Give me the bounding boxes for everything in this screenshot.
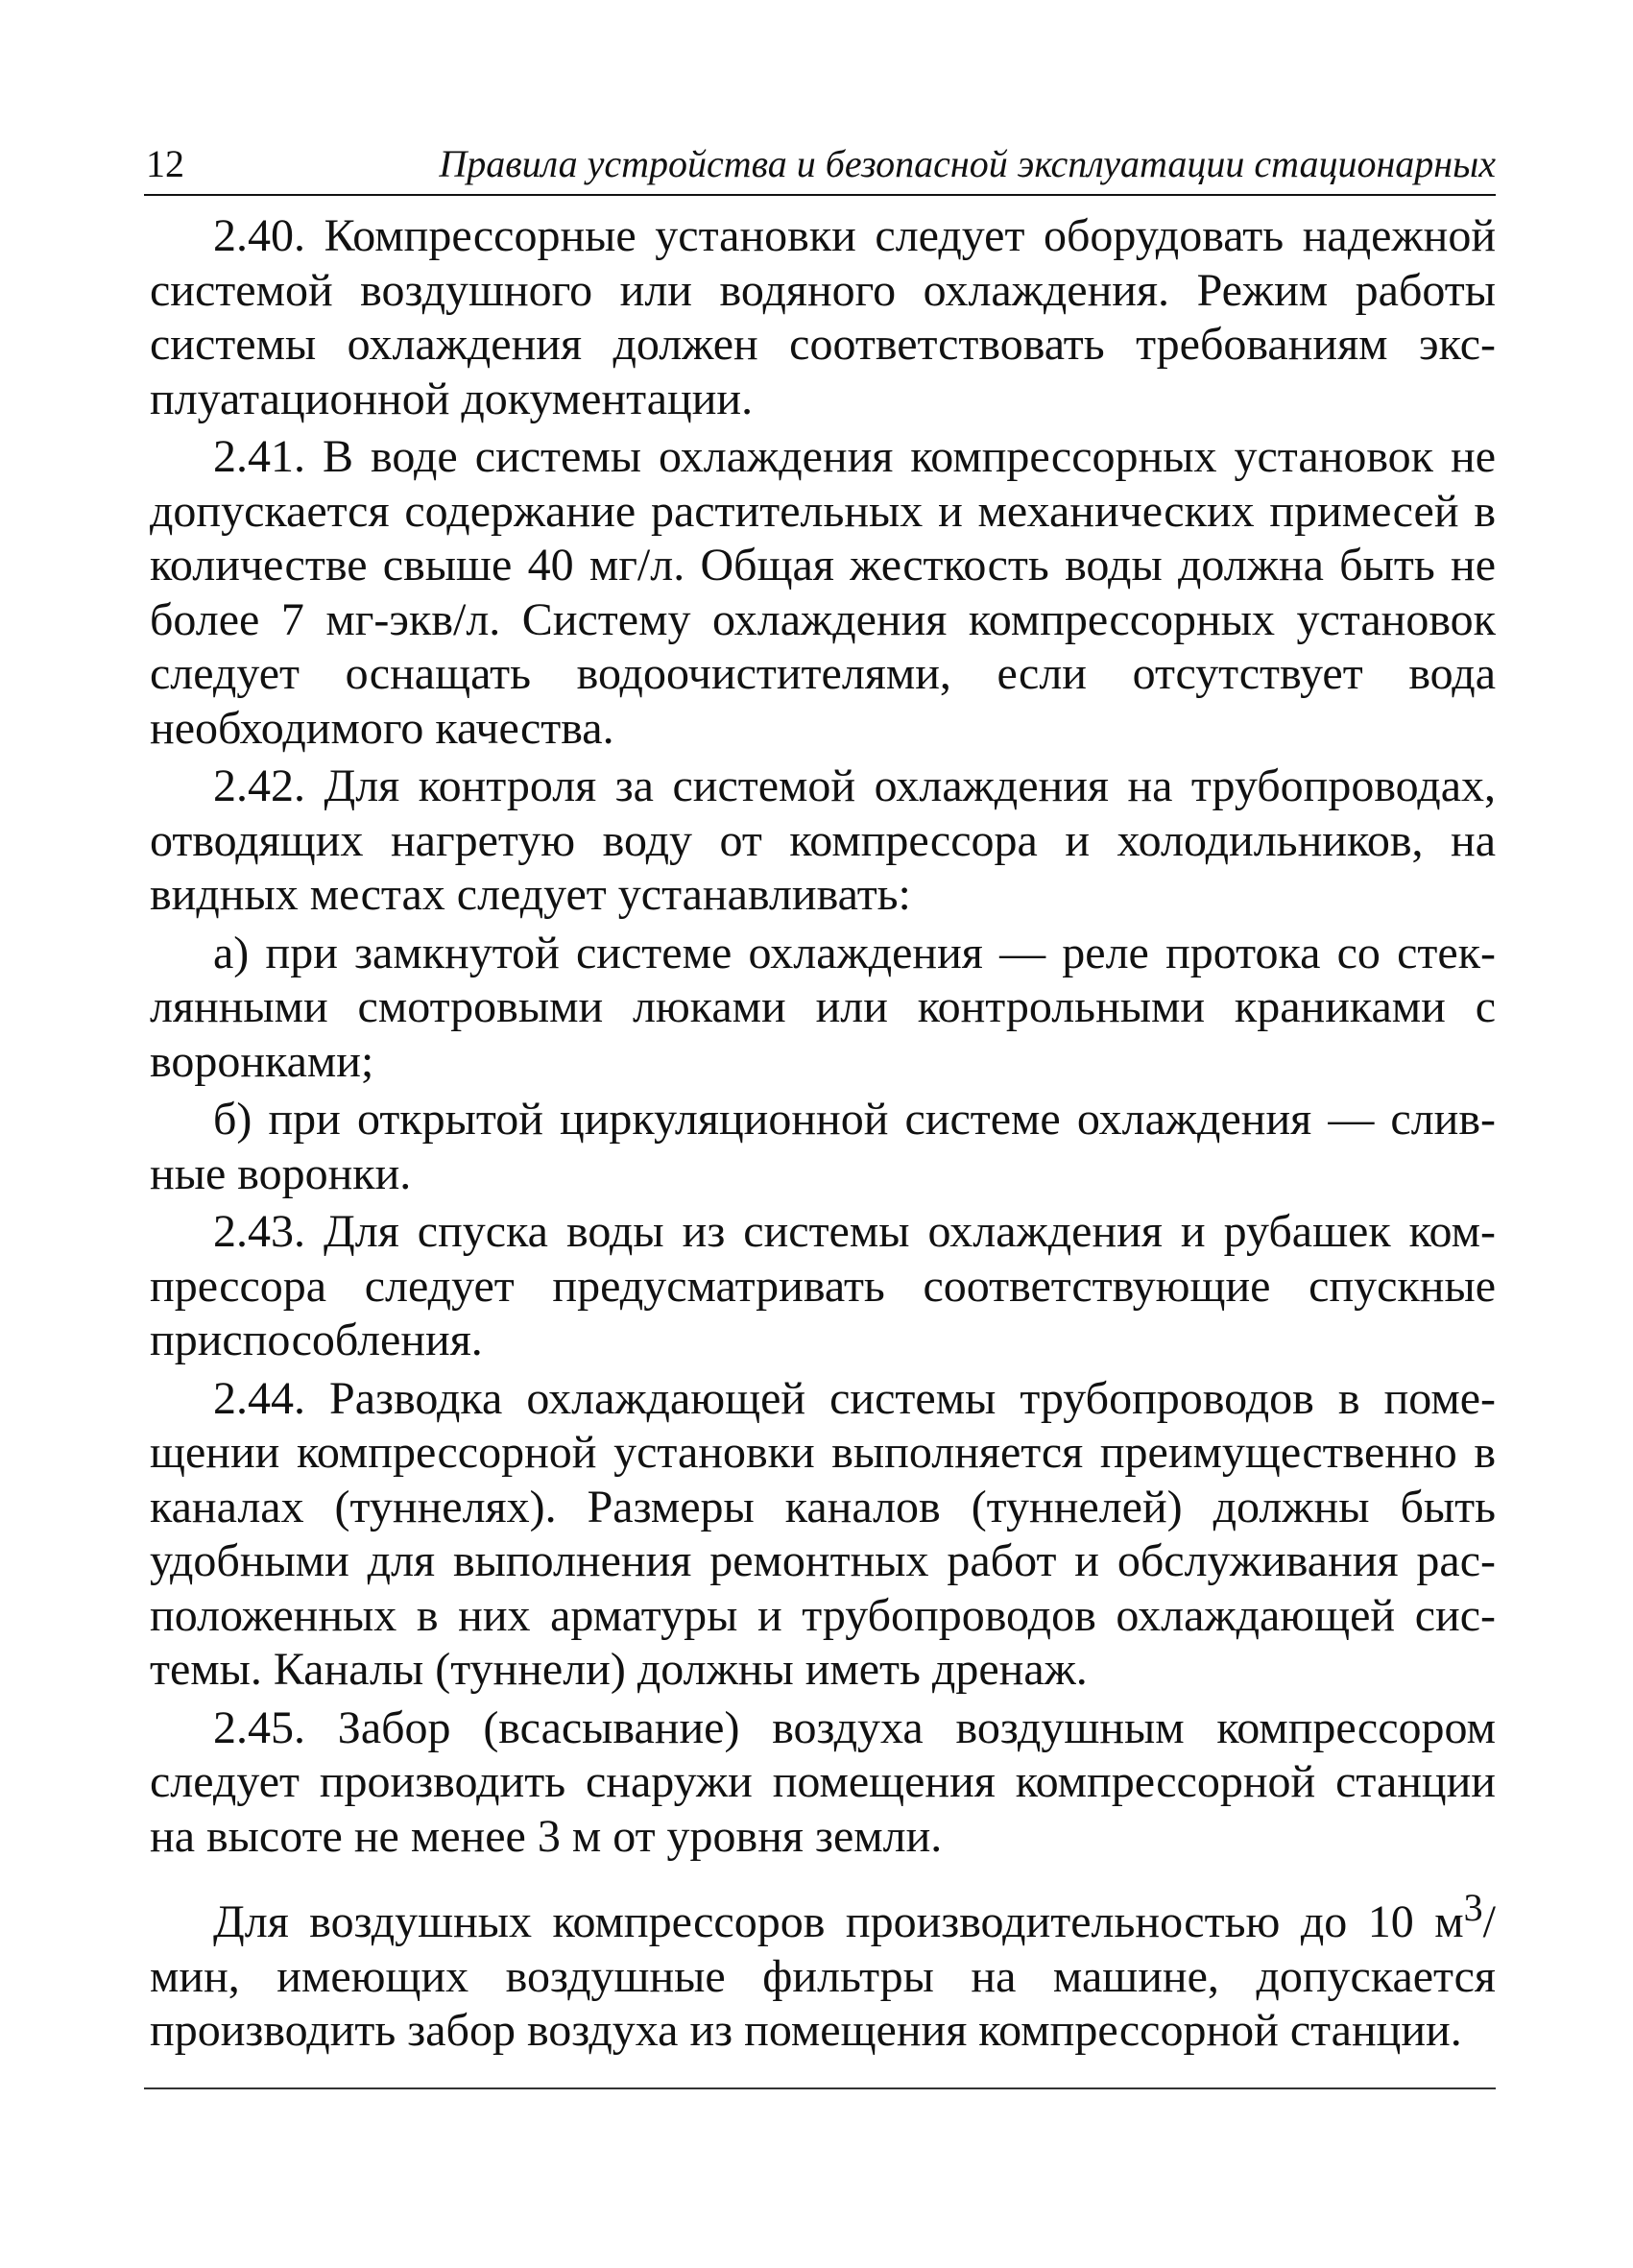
paragraph-2-43: 2.43. Для спуска воды из системы охлаждения и рубашек компрессора следует предусматривать соответствующие спускные приспособления. [150, 1206, 1496, 1365]
final-paragraph-end: /мин, имеющих воздушные фильтры на машине, допускается производить забор воздуха из помещения компрессорной станции. [150, 1896, 1496, 2056]
paragraph-air-compressors [150, 1881, 1496, 2059]
body-text [150, 209, 1496, 2063]
paragraph-2-44: 2.44. Разводка охлаждающей системы трубопроводов в помещении компрессорной установки выполняется преимущественно в каналах (туннелях). Размеры каналов (туннелей) должны быть удобными для выполнения ремонтных работ и обслуживания расположенных в них арматуры и трубопроводов охлаждающей системы. Каналы (туннели) должны иметь дренаж. [150, 1372, 1496, 1695]
bottom-rule [144, 2087, 1496, 2089]
paragraph-2-42: 2.42. Для контроля за системой охлаждения на трубопроводах, отводящих нагретую воду от компрессора и холодильников, на видных местах следует устанавливать: [150, 760, 1496, 920]
running-title: Правила устройства и безопасной эксплуатации стационарных [439, 142, 1496, 185]
page-number: 12 [146, 142, 184, 185]
paragraph-2-42-b: б) при открытой циркуляционной системе охлаждения — сливные воронки. [150, 1094, 1496, 1199]
superscript-3: 3 [1463, 1886, 1483, 1929]
running-header [144, 134, 1496, 196]
paragraph-2-45: 2.45. Забор (всасывание) воздуха воздушным компрессором следует производить снаружи помещения компрессорной станции на высоте не менее 3 м от уровня земли. [150, 1701, 1496, 1862]
final-paragraph-start: Для воздушных компрессоров производительностью до 10 м [213, 1896, 1464, 1947]
paragraph-2-41: 2.41. В воде системы охлаждения компрессорных установок не допускается содержание растительных и механических примесей в количестве свыше 40 мг/л. Общая жесткость воды должна быть не более 7 мг-экв/л. Систему охлаждения компрессорных установок следует оснащать водоочистителями, если отсутствует вода необходимого качества. [150, 431, 1496, 754]
paragraph-2-42-a: а) при замкнутой системе охлаждения — реле протока со стеклянными смотровыми люками или контрольными краниками с воронками; [150, 927, 1496, 1087]
paragraph-2-40: 2.40. Компрессорные установки следует оборудовать надежной системой воздушного или водяного охлаждения. Режим работы системы охлаждения должен соответствовать требованиям эксплуатационной документации. [150, 210, 1496, 424]
